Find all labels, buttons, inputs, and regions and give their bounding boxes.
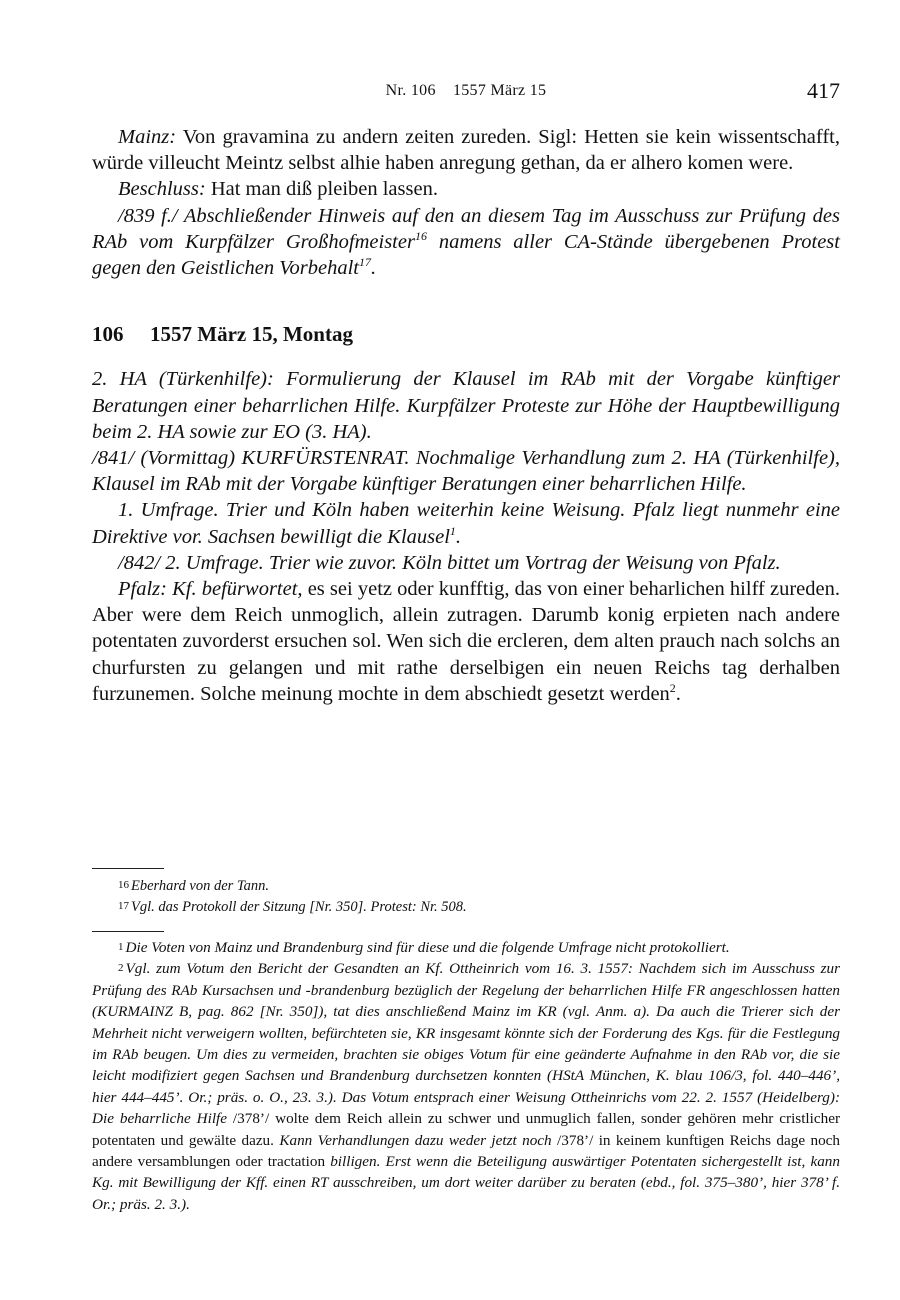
footnote-divider xyxy=(92,868,164,869)
footnote-17-mark: 17 xyxy=(118,900,129,912)
main-text xyxy=(92,124,840,707)
closing-note-text-2: namens aller CA-Stände übergebenen Protest gegen den Geistlichen Vorbehalt xyxy=(92,230,840,280)
footnote-ref-1[interactable]: 1 xyxy=(449,523,456,538)
mainz-label: Mainz: xyxy=(118,126,177,148)
pfalz-text: es sei yetz oder kunfftig, das von einer beharlichen hilff zureden. Aber were dem Reich unmoglich, allein zutragen. Darumb konig erpieten nach andere potentaten zuvorderst ersuchen sol. Wen sich die ercleren, dem alten prauch nach solchs an churfursten zu gelangen und mit rathe derselbigen ein neuen Reichs tag derhalben furzunemen. Solche meinung mochte in dem abschiedt gesetzt werden xyxy=(92,578,841,705)
closing-note-paragraph xyxy=(92,203,840,282)
section-heading xyxy=(92,321,840,347)
footnote-2-quote-a: /378’/ wolte dem Reich allein zu schwer und unmuglich fallen, sonder gehören mehr cristlicher potentaten und gewälte dazu. xyxy=(92,1110,840,1149)
footnote-16-text: Eberhard von der Tann. xyxy=(131,878,270,894)
pfalz-label: Pfalz: Kf. befürwortet, xyxy=(118,578,303,601)
footnotes-previous-item xyxy=(92,875,840,917)
footnote-16-mark: 16 xyxy=(118,879,129,891)
section-title: 1557 März 15, Montag xyxy=(150,322,353,347)
footnote-ref-16[interactable]: 16 xyxy=(414,228,427,243)
first-round-text: 1. Umfrage. Trier und Köln haben weiterhin keine Weisung. Pfalz liegt nunmehr eine Direktive vor. Sachsen bewilligt die Klausel xyxy=(92,499,840,548)
footnote-2-quote-b: /378’/ in keinem kunftigen Reichs dage noch andere versamblungen oder tractation xyxy=(92,1131,840,1171)
section-summary: 2. HA (Türkenhilfe): Formulierung der Klausel im RAb mit der Vorgabe künftiger Beratungen einer beharrlichen Hilfe. Kurpfälzer Proteste zur Höhe der Hauptbewilligung beim 2. HA sowie zur EO (3. HA). xyxy=(92,368,840,443)
footnotes-current-item xyxy=(92,937,840,1215)
section-number: 106 xyxy=(92,322,124,347)
beschluss-label: Beschluss: xyxy=(118,178,206,201)
footnote-2 xyxy=(92,958,840,1215)
footnote-2-part-e: billigen. Erst wenn die Beteiligung auswärtiger Potentaten sichergestellt ist, kann Kg. mit Bewilligung der Kff. einen RT ausschreiben, um dort weiter darüber zu beraten (ebd., fol. 375–380’, hier 378’ f. Or.; präs. 2. 3.). xyxy=(92,1153,840,1213)
pfalz-paragraph xyxy=(92,576,840,707)
footnote-2-part-c: Kann Verhandlungen dazu weder jetzt noch xyxy=(273,1131,558,1149)
footnote-2-mark: 2 xyxy=(118,962,124,975)
pfalz-end: . xyxy=(675,682,681,705)
footnote-1-text: Die Voten von Mainz und Brandenburg sind für diese und die folgende Umfrage nicht protokolliert. xyxy=(125,939,730,956)
closing-note-text: /839 f./ Abschließender Hinweis auf den an diesem Tag im Ausschuss zur Prüfung des RAb vom Kurpfälzer Großhofmeister xyxy=(92,204,840,253)
second-round-paragraph: /842/ 2. Umfrage. Trier wie zuvor. Köln bittet um Vortrag der Weisung von Pfalz. xyxy=(118,551,781,574)
mainz-paragraph xyxy=(92,124,840,176)
beschluss-paragraph xyxy=(92,176,840,202)
mainz-text: Von gravamina zu andern zeiten zureden. Sigl: Hetten sie kein wissentschafft, würde villeucht Meintz selbst alhie haben anregung gethan, da er alhero komen were. xyxy=(92,126,840,175)
session-paragraph: /841/ (Vormittag) KURFÜRSTENRAT. Nochmalige Verhandlung zum 2. HA (Türkenhilfe), Klausel im RAb mit der Vorgabe künftiger Beratungen einer beharrlichen Hilfe. xyxy=(92,447,840,496)
closing-note-end: . xyxy=(371,257,377,280)
footnote-17-text: Vgl. das Protokoll der Sitzung [Nr. 350]. Protest: Nr. 508. xyxy=(131,899,467,915)
footnote-1-mark: 1 xyxy=(118,941,124,953)
footnote-1 xyxy=(92,937,840,958)
footnote-ref-17[interactable]: 17 xyxy=(359,255,372,270)
footnote-17 xyxy=(92,896,840,917)
beschluss-text: Hat man diß pleiben lassen. xyxy=(205,178,438,201)
first-round-end: . xyxy=(455,525,462,548)
footnote-16 xyxy=(92,875,840,896)
page-number: 417 xyxy=(807,78,840,103)
running-header xyxy=(92,78,840,106)
first-round-paragraph xyxy=(92,497,840,549)
footnote-ref-2[interactable]: 2 xyxy=(669,681,676,696)
footnote-2-part-a: Vgl. zum Votum den Bericht der Gesandten an Kf. Ottheinrich vom 16. 3. 1557: Nachdem sich im Ausschuss zur Prüfung des RAb Kursachsen und -brandenburg bezüglich der Regelung der beharrlichen Hilfe FR angeschlossen hatten (KURMAINZ B, pag. 862 [Nr. 350]), tat dies anschließend Mainz im KR (vgl. Anm. a). Da auch die Trierer sich der Mehrheit nicht verweigern wollten, befürchteten sie, KR insgesamt könnte sich der Forderung des Kgs. für die Festlegung im RAb beugen. Um dies zu vermeiden, brachten sie obiges Votum für eine geänderte Aufnahme in den RAb vor, die sie leicht modifiziert gegen Sachsen und Brandenburg durchsetzen konnten (HStA München, K. blau 106/3, fol. 440–446’, hier 444–445’. Or.; präs. o. O., 23. 3.). Das Votum entsprach einer Weisung Ottheinrichs vom 22. 2. 1557 (Heidelberg): Die beharrliche Hilfe xyxy=(92,960,840,1128)
footnote-divider xyxy=(92,931,164,932)
running-title: Nr. 106 1557 März 15 xyxy=(385,82,547,99)
